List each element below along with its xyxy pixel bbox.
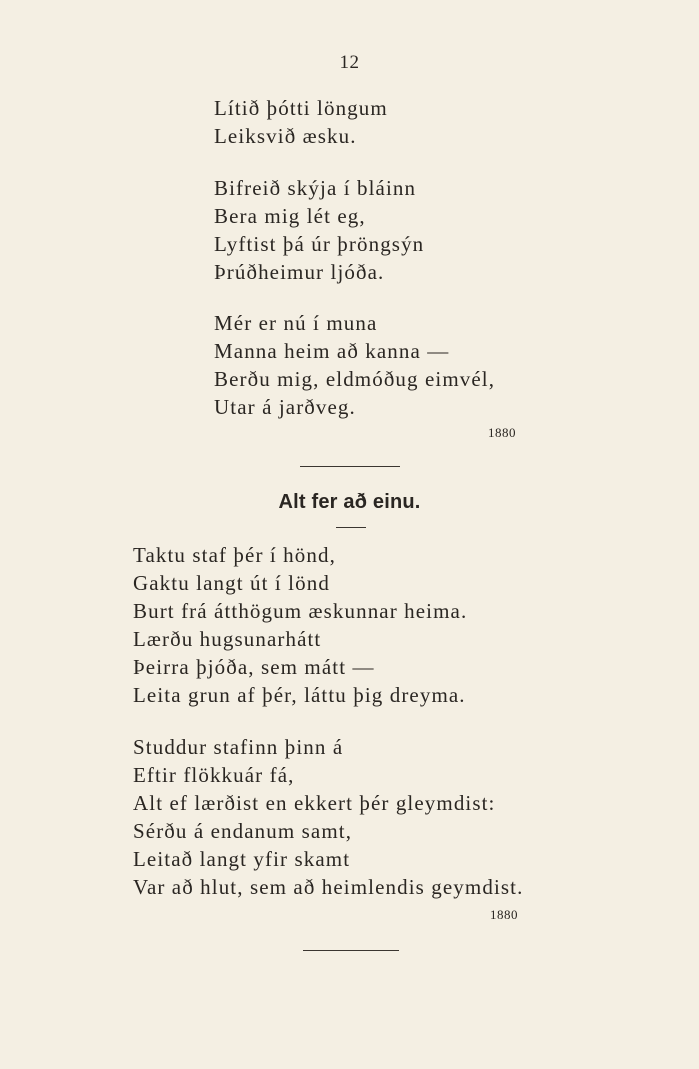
section-divider (300, 466, 400, 467)
verse-line: Alt ef lærðist en ekkert þér gleymdist: (133, 791, 496, 815)
verse-line: Manna heim að kanna — (214, 339, 450, 363)
poem-2-year: 1880 (490, 907, 518, 922)
verse-line: Bera mig lét eg, (214, 204, 366, 228)
verse-line: Leitað langt yfir skamt (133, 847, 351, 871)
verse-line: Þeirra þjóða, sem mátt — (133, 655, 375, 679)
verse-line: Studdur stafinn þinn á (133, 735, 344, 759)
verse-line: Lyftist þá úr þröngsýn (214, 232, 425, 256)
verse-line: Burt frá átthögum æskunnar heima. (133, 599, 468, 623)
verse-line: Lítið þótti löngum (214, 96, 388, 120)
verse-line: Var að hlut, sem að heimlendis geymdist. (133, 875, 524, 899)
poem-1-year: 1880 (488, 425, 516, 440)
verse-line: Berðu mig, eldmóðug eimvél, (214, 367, 496, 391)
verse-line: Mér er nú í muna (214, 311, 378, 335)
verse-line: Sérðu á endanum samt, (133, 819, 353, 843)
title-underline (336, 527, 366, 528)
end-divider (303, 950, 399, 951)
verse-line: Þrúðheimur ljóða. (214, 260, 385, 284)
page-number: 12 (339, 52, 360, 73)
verse-line: Taktu staf þér í hönd, (133, 543, 336, 567)
verse-line: Bifreið skýja í bláinn (214, 176, 417, 200)
verse-line: Eftir flökkuár fá, (133, 763, 295, 787)
poem-2-title: Alt fer að einu. (278, 491, 421, 513)
verse-line: Gaktu langt út í lönd (133, 571, 330, 595)
verse-line: Utar á jarðveg. (214, 395, 356, 419)
verse-line: Leiksvið æsku. (214, 124, 357, 148)
verse-line: Leita grun af þér, láttu þig dreyma. (133, 683, 466, 707)
verse-line: Lærðu hugsunarhátt (133, 627, 322, 651)
